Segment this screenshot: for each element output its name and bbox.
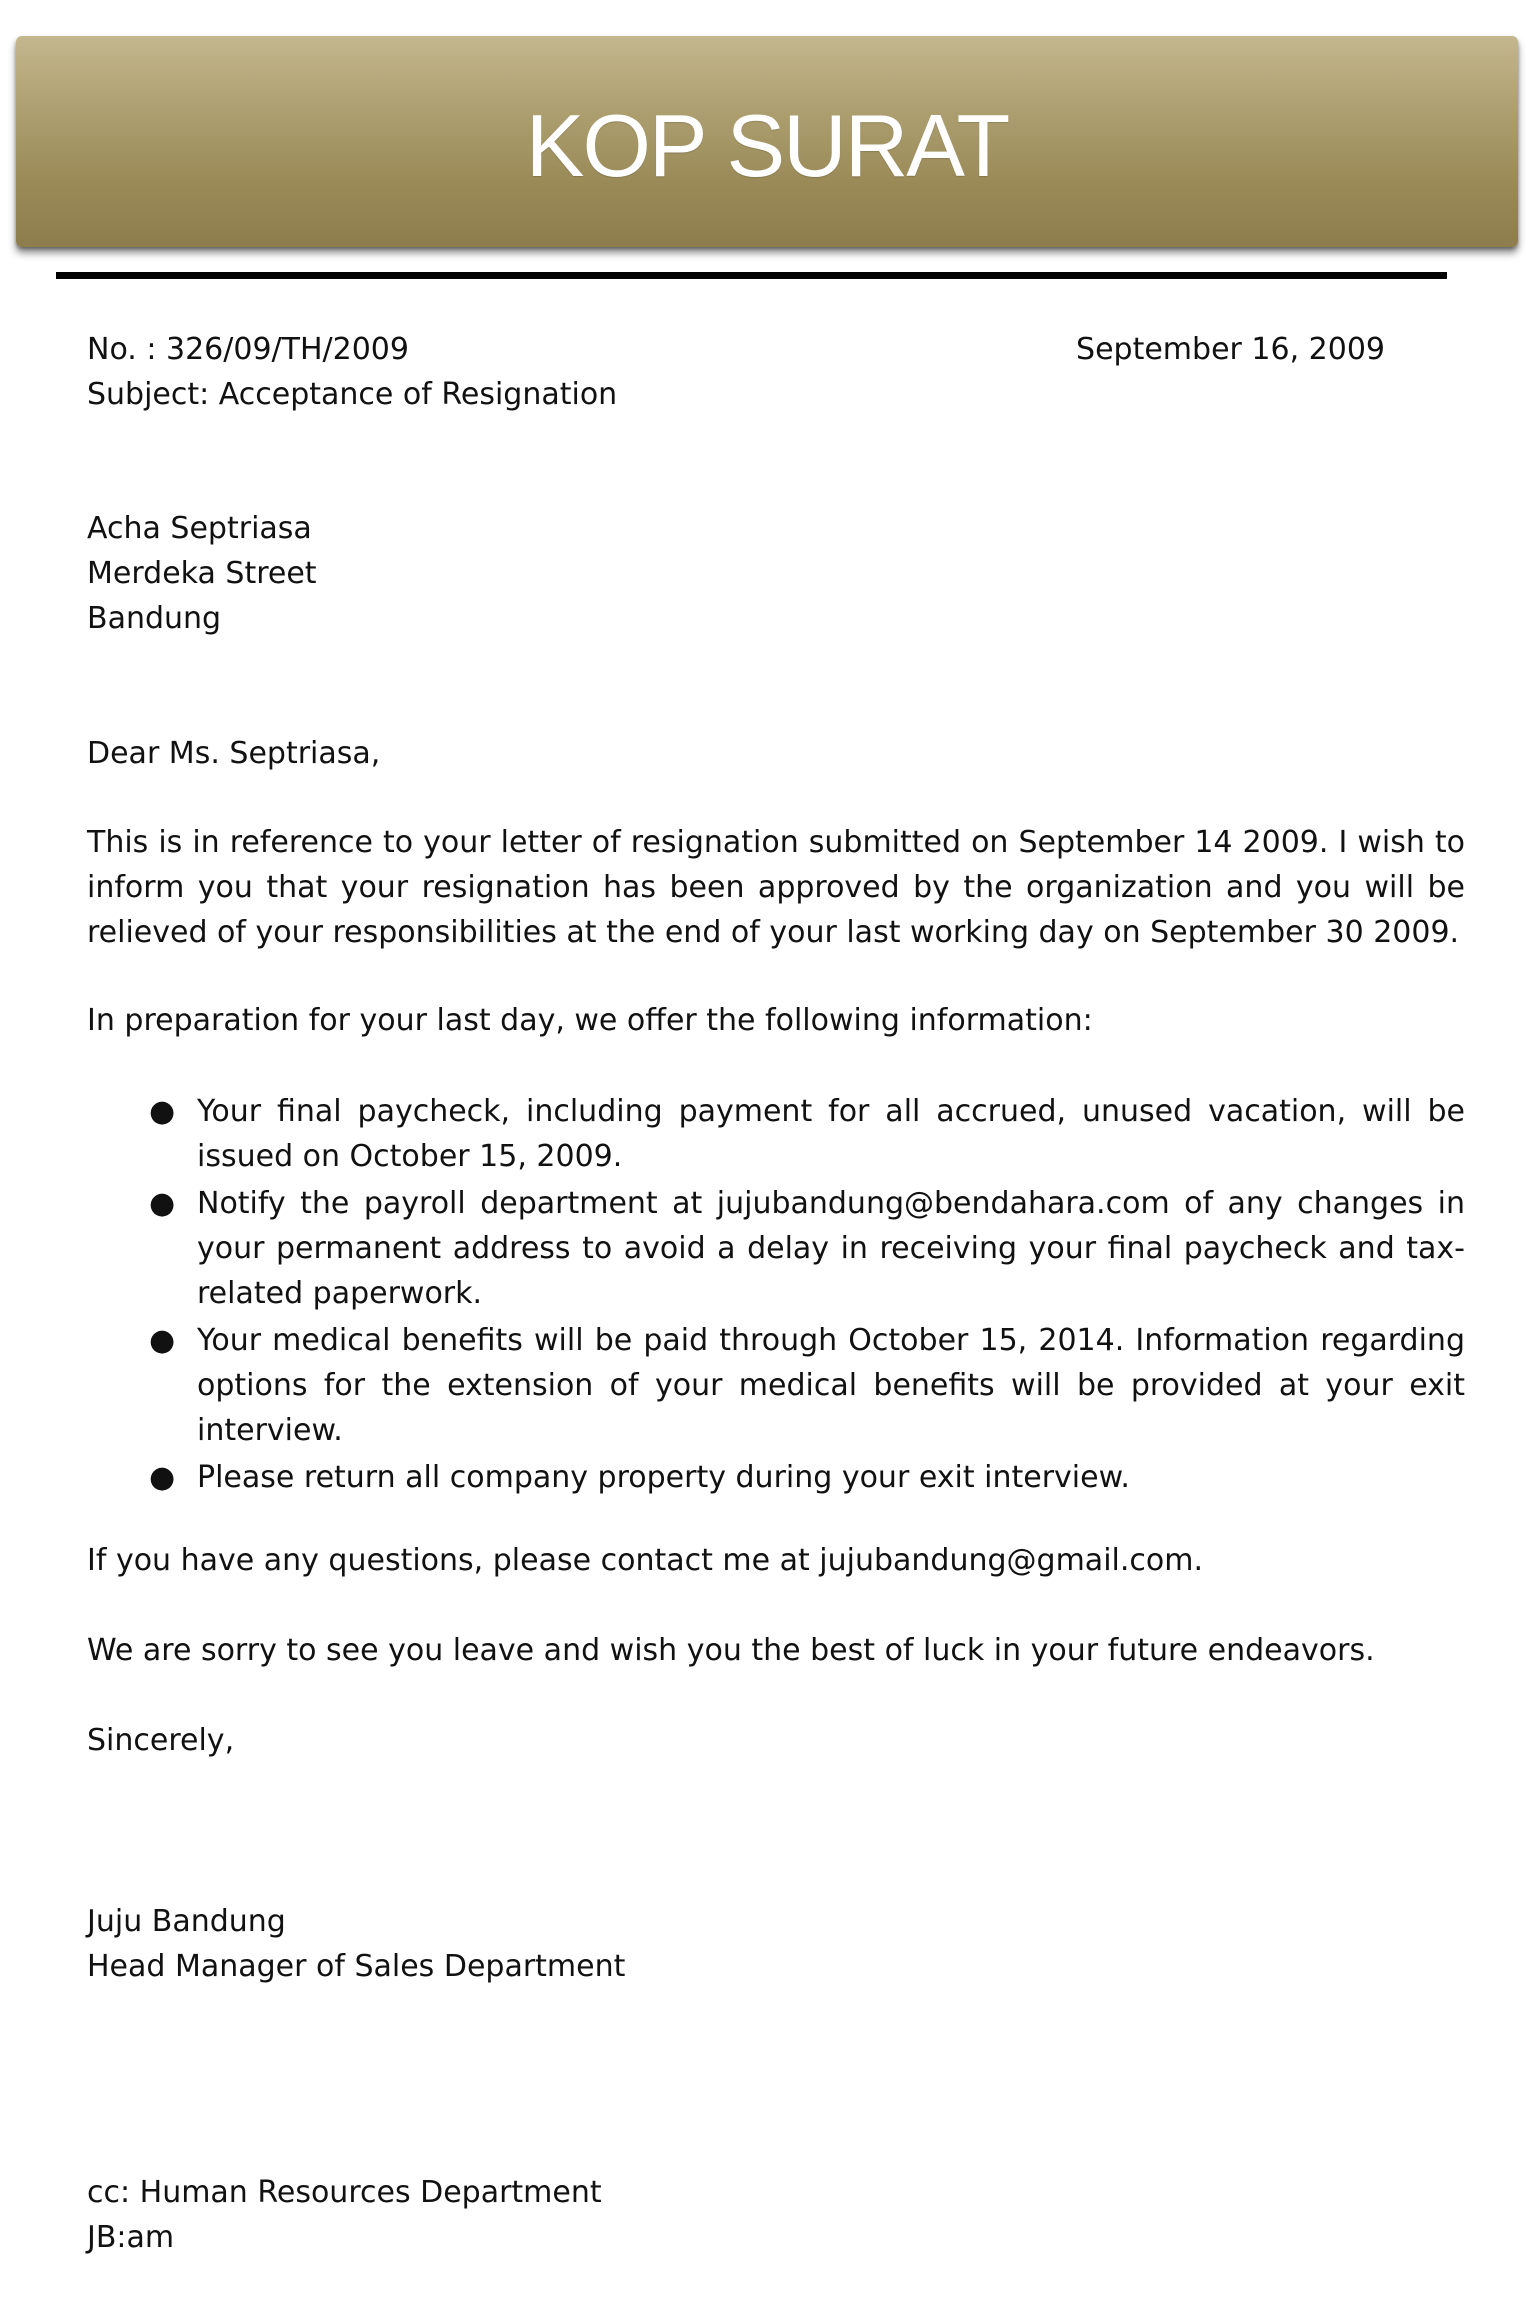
information-list (149, 1089, 1465, 1502)
list-item-text: Your medical benefits will be paid through October 15, 2014. Information regarding options for the extension of your medical benefits will be provided at your exit interview. (197, 1323, 1465, 1448)
list-item (149, 1089, 1465, 1179)
paragraph-farewell: We are sorry to see you leave and wish you the best of luck in your future endeavors. (87, 1633, 1375, 1668)
closing: Sincerely, (87, 1723, 235, 1758)
bullet-icon: ● (149, 1094, 176, 1129)
cc-line: cc: Human Resources Department (87, 2175, 602, 2210)
paragraph-contact: If you have any questions, please contact me at jujubandung@gmail.com. (87, 1543, 1204, 1578)
signatory-title: Head Manager of Sales Department (87, 1949, 626, 1984)
recipient-street: Merdeka Street (87, 556, 317, 591)
bullet-icon: ● (149, 1460, 176, 1495)
list-item-text: Please return all company property during your exit interview. (197, 1460, 1130, 1495)
list-item-text: Your final paycheck, including payment for all accrued, unused vacation, will be issued on October 15, 2009. (197, 1094, 1465, 1174)
recipient-name: Acha Septriasa (87, 511, 312, 546)
letterhead-title: KOP SURAT (525, 95, 1009, 195)
letter-number: No. : 326/09/TH/2009 (87, 332, 409, 367)
list-item (149, 1181, 1465, 1316)
paragraph-preparation: In preparation for your last day, we offer the following information: (87, 1003, 1093, 1038)
signatory-name: Juju Bandung (87, 1904, 286, 1939)
list-item (149, 1318, 1465, 1453)
reference-initials: JB:am (87, 2220, 175, 2255)
list-item (149, 1455, 1465, 1500)
paragraph-reference: This is in reference to your letter of resignation submitted on September 14 2009. I wish to inform you that your resignation has been approved by the organization and you will be relieved of your responsibilities at the end of your last working day on September 30 2009. (87, 825, 1465, 950)
bullet-icon: ● (149, 1323, 176, 1358)
letter-body (87, 0, 1465, 2301)
salutation: Dear Ms. Septriasa, (87, 736, 381, 771)
letter-date: September 16, 2009 (1076, 332, 1385, 367)
bullet-icon: ● (149, 1186, 176, 1221)
letter-subject: Subject: Acceptance of Resignation (87, 377, 618, 412)
recipient-city: Bandung (87, 601, 222, 636)
list-item-text: Notify the payroll department at jujubandung@bendahara.com of any changes in your permanent address to avoid a delay in receiving your final paycheck and tax-related paperwork. (197, 1186, 1465, 1311)
